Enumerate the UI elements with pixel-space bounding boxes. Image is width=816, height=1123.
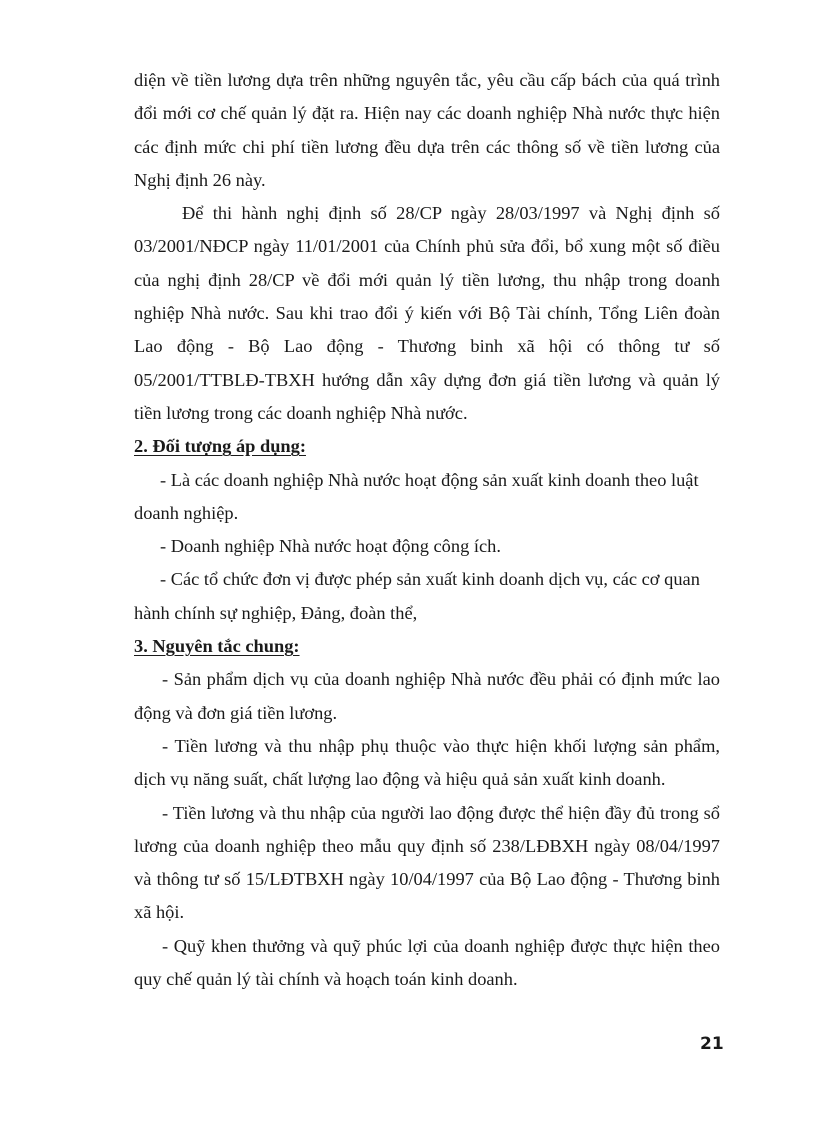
- page-body: [134, 64, 720, 996]
- section-2-item-2: - Doanh nghiệp Nhà nước hoạt động công ích.: [160, 536, 501, 557]
- section-3-item-1: - Sản phẩm dịch vụ của doanh nghiệp Nhà nước đều phải có định mức lao động và đơn giá tiền lương.: [134, 669, 720, 723]
- page-number: 21: [700, 1034, 724, 1054]
- section-2-heading: 2. Đối tượng áp dụng:: [134, 436, 306, 457]
- section-3-item-4: - Quỹ khen thưởng và quỹ phúc lợi của doanh nghiệp được thực hiện theo quy chế quản lý tài chính và hoạch toán kinh doanh.: [134, 935, 720, 990]
- decree-paragraph: Để thi hành nghị định số 28/CP ngày 28/03/1997 và Nghị định số 03/2001/NĐCP ngày 11/01/2001 của Chính phủ sửa đổi, bổ xung một số điều của nghị định 28/CP về đổi mới quản lý tiền lương, thu nhập trong doanh nghiệp Nhà nước. Sau khi trao đổi ý kiến với Bộ Tài chính, Tổng Liên đoàn Lao động - Bộ Lao động - Thương binh xã hội có thông tư số 05/2001/TTBLĐ-TBXH hướng dẫn xây dựng đơn giá tiền lương và quản lý tiền lương trong các doanh nghiệp Nhà nước.: [134, 203, 720, 423]
- section-3-item-3: - Tiền lương và thu nhập của người lao động được thể hiện đầy đủ trong sổ lương của doanh nghiệp theo mẫu quy định số 238/LĐBXH ngày 08/04/1997 và thông tư số 15/LĐTBXH ngày 10/04/1997 của Bộ Lao động - Thương binh xã hội.: [134, 802, 720, 923]
- section-3-item-2: - Tiền lương và thu nhập phụ thuộc vào thực hiện khối lượng sản phẩm, dịch vụ năng suất, chất lượng lao động và hiệu quả sản xuất kinh doanh.: [134, 735, 720, 790]
- section-2-item-3: - Các tổ chức đơn vị được phép sản xuất kinh doanh dịch vụ, các cơ quan hành chính sự nghiệp, Đảng, đoàn thể,: [134, 569, 700, 623]
- intro-paragraph: diện về tiền lương dựa trên những nguyên tắc, yêu cầu cấp bách của quá trình đổi mới cơ chế quản lý đặt ra. Hiện nay các doanh nghiệp Nhà nước thực hiện các định mức chi phí tiền lương đều dựa trên các thông số về tiền lương của Nghị định 26 này.: [134, 70, 720, 190]
- section-3-heading: 3. Nguyên tắc chung:: [134, 636, 300, 657]
- section-2-item-1: - Là các doanh nghiệp Nhà nước hoạt động sản xuất kinh doanh theo luật doanh nghiệp.: [134, 469, 699, 523]
